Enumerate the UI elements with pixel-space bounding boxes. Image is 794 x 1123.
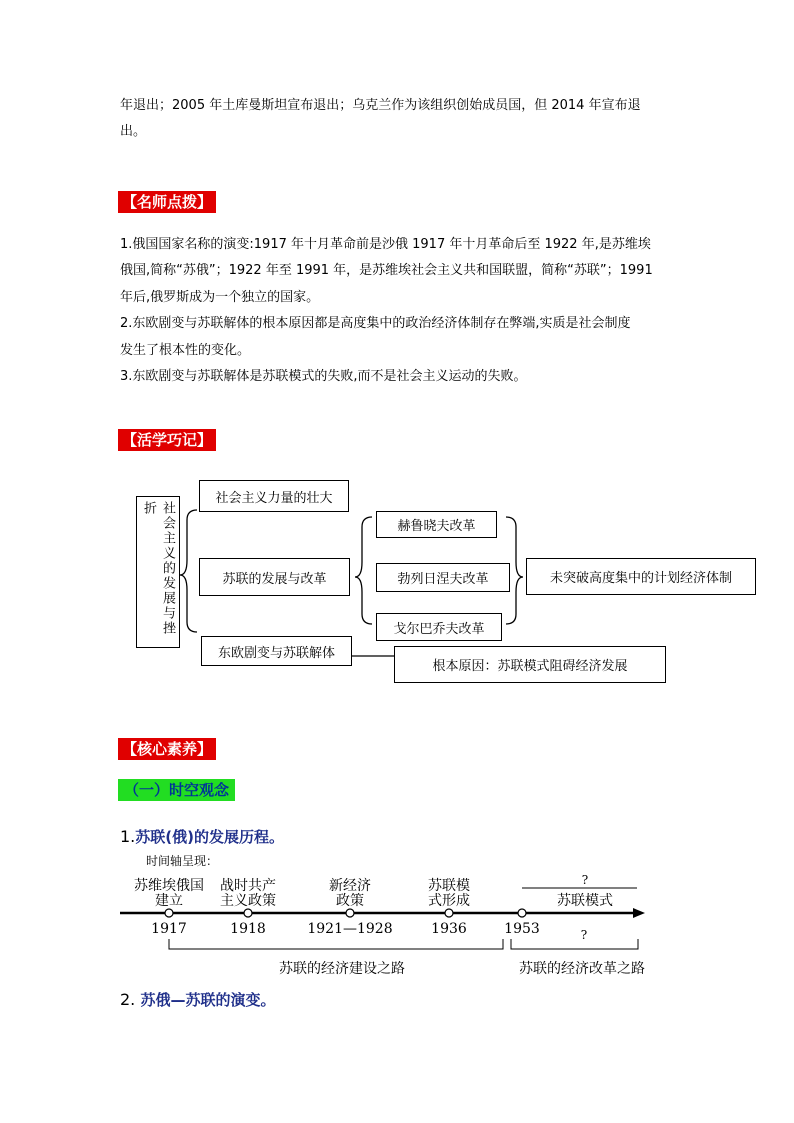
intro-line-1: 年退出；2005 年土库曼斯坦宣布退出；乌克兰作为该组织创始成员国，但 2014 年宣布退 (120, 98, 641, 113)
timeline-event-label-1: 苏联模 (428, 878, 470, 894)
timeline-road-reform: 苏联的经济改革之路 (519, 961, 645, 977)
timeline-year: 1936 (431, 921, 467, 937)
timeline-node (244, 909, 252, 917)
timeline-event-label-1: 新经济 (329, 878, 371, 894)
timeline-event (428, 877, 470, 937)
tip-line-5: 发生了根本性的变化。 (120, 343, 251, 358)
timeline-year: 1917 (151, 921, 187, 937)
section-1-number: 1. (120, 827, 136, 846)
tag-huoxue: 【活学巧记】 (118, 429, 216, 451)
tag-hexin: 【核心素养】 (118, 738, 216, 760)
timeline-event-label-2: 政策 (336, 893, 364, 909)
timeline-event (134, 877, 204, 937)
timeline-road-construction: 苏联的经济建设之路 (279, 961, 405, 977)
timeline-node (346, 909, 354, 917)
timeline-top-label: 苏联模式 (557, 893, 613, 909)
tip-line-1: 1.俄国国家名称的演变:1917 年十月革命前是沙俄 1917 年十月革命后至 1922 年,是苏维埃 (120, 237, 651, 252)
mindmap-branch-2: 苏联的发展与改革 (199, 558, 350, 596)
mindmap-root: 社会主义的发展与挫折 (136, 496, 180, 648)
mindmap-reform-2: 勃列日涅夫改革 (376, 563, 510, 592)
tip-line-4: 2.东欧剧变与苏联解体的根本原因都是高度集中的政治经济体制存在弊端,实质是社会制度 (120, 316, 631, 331)
timeline-node (445, 909, 453, 917)
timeline-year: 1953 (504, 921, 540, 937)
mindmap-cause: 根本原因：苏联模式阻碍经济发展 (394, 646, 666, 683)
tip-line-2: 俄国,简称“苏俄”；1922 年至 1991 年，是苏维埃社会主义共和国联盟，简称“苏联”；1991 (120, 263, 653, 278)
timeline-node (518, 909, 526, 917)
timeline-event (307, 877, 392, 937)
timeline-event-label-1: 战时共产 (220, 878, 276, 894)
mindmap-reform-3: 戈尔巴乔夫改革 (376, 613, 502, 641)
timeline-event-label-2: 主义政策 (220, 893, 276, 909)
timeline-year: 1921—1928 (307, 921, 393, 937)
timeline-bottom-question: ? (580, 928, 588, 942)
timeline-year: 1918 (230, 921, 266, 937)
mindmap-branch-1: 社会主义力量的壮大 (199, 480, 349, 512)
section-2-heading (120, 989, 276, 1010)
timeline-node (165, 909, 173, 917)
timeline-bracket-reform (511, 939, 638, 949)
tip-line-6: 3.东欧剧变与苏联解体是苏联模式的失败,而不是社会主义运动的失败。 (120, 369, 527, 384)
section-2-number: 2. (120, 990, 136, 1009)
timeline-subtitle: 时间轴呈现： (146, 854, 219, 868)
intro-line-2: 出。 (120, 124, 147, 139)
timeline-event (220, 877, 276, 937)
timeline-event-label-2: 建立 (155, 893, 183, 909)
tip-line-3: 年后,俄罗斯成为一个独立的国家。 (120, 290, 320, 305)
timeline-arrow (633, 908, 645, 918)
timeline (0, 860, 794, 990)
tag-mingshi: 【名师点拨】 (118, 191, 216, 213)
mindmap-reform-1: 赫鲁晓夫改革 (376, 511, 497, 538)
tag-shikong: （一）时空观念 (118, 779, 235, 801)
section-1-title: 苏联(俄)的发展历程。 (135, 828, 284, 846)
timeline-event-label-1: 苏维埃俄国 (134, 878, 204, 894)
timeline-event-label-2: 式形成 (428, 893, 470, 909)
mindmap-branch-3: 东欧剧变与苏联解体 (201, 636, 352, 666)
section-1-heading (120, 826, 284, 847)
section-2-title: 苏俄—苏联的演变。 (140, 991, 276, 1009)
timeline-top-question: ? (581, 873, 589, 887)
mindmap-result: 未突破高度集中的计划经济体制 (526, 558, 756, 595)
timeline-bracket-construction (169, 939, 503, 949)
